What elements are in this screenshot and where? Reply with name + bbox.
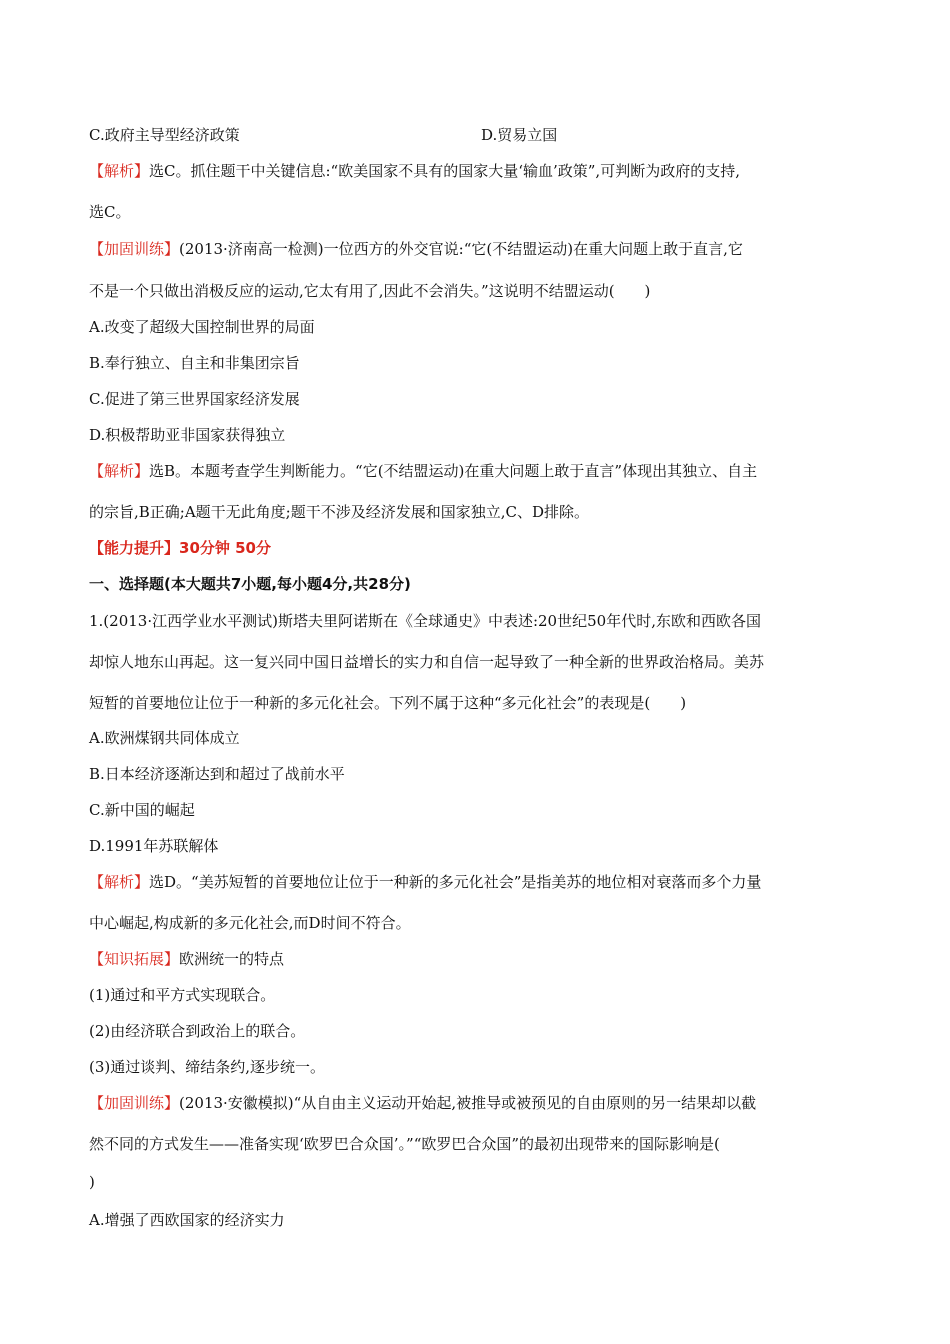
option-c: C.新中国的崛起 [89, 801, 195, 819]
analysis-paragraph [89, 160, 870, 182]
option-b: B.奉行独立、自主和非集团宗旨 [89, 354, 300, 372]
knowledge-point: (2)由经济联合到政治上的联合。 [89, 1022, 306, 1040]
knowledge-point: (1)通过和平方式实现联合。 [89, 986, 276, 1004]
option-line [89, 124, 870, 146]
drill-stem-cont: 然不同的方式发生——准备实现‘欧罗巴合众国’。”“欧罗巴合众国”的最初出现带来的国际影响是( [89, 1135, 720, 1153]
drill-stem-text: (2013·安徽模拟)“从自由主义运动开始起,被推导或被预见的自由原则的另一结果却以截 [179, 1094, 757, 1112]
drill-stem-cont: 不是一个只做出消极反应的运动,它太有用了,因此不会消失。”这说明不结盟运动( ) [89, 282, 651, 300]
analysis-text: 选D。“美苏短暂的首要地位让位于一种新的多元化社会”是指美苏的地位相对衰落而多个力量 [149, 873, 762, 891]
knowledge-point: (3)通过谈判、缔结条约,逐步统一。 [89, 1058, 326, 1076]
knowledge-tag: 【知识拓展】 [89, 950, 180, 968]
analysis-paragraph [89, 460, 870, 482]
question-stem-cont: 却惊人地东山再起。这一复兴同中国日益增长的实力和自信一起导致了一种全新的世界政治格局。美苏 [89, 653, 765, 671]
analysis-tag: 【解析】 [89, 873, 150, 891]
analysis-text: 选B。本题考查学生判断能力。“它(不结盟运动)在重大问题上敢于直言”体现出其独立、自主 [149, 462, 758, 480]
option-d: D.1991年苏联解体 [89, 837, 219, 855]
drill-stem-text: (2013·济南高一检测)一位西方的外交官说:“它(不结盟运动)在重大问题上敢于直言,它 [179, 240, 743, 258]
analysis-paragraph [89, 871, 870, 893]
knowledge-title: 欧洲统一的特点 [179, 950, 285, 968]
question-stem: 1.(2013·江西学业水平测试)斯塔夫里阿诺斯在《全球通史》中表述:20世纪50年代时,东欧和西欧各国 [89, 612, 761, 630]
analysis-text-cont: 的宗旨,B正确;A题干无此角度;题干不涉及经济发展和国家独立,C、D排除。 [89, 503, 590, 521]
drill-stem [89, 1092, 870, 1114]
drill-stem [89, 238, 870, 260]
analysis-text: 选C。抓住题干中关键信息:“欧美国家不具有的国家大量‘输血’政策”,可判断为政府的支持, [149, 162, 740, 180]
knowledge-heading [89, 948, 870, 970]
option-d: D.积极帮助亚非国家获得独立 [89, 426, 286, 444]
analysis-text-cont: 选C。 [89, 203, 131, 221]
option-a: A.欧洲煤钢共同体成立 [89, 729, 240, 747]
analysis-text-cont: 中心崛起,构成新的多元化社会,而D时间不符合。 [89, 914, 411, 932]
drill-tag: 【加固训练】 [89, 1094, 180, 1112]
section-heading: 【能力提升】30分钟 50分 [89, 539, 271, 557]
option-c: C.政府主导型经济政策 [89, 126, 240, 144]
option-c: C.促进了第三世界国家经济发展 [89, 390, 300, 408]
analysis-tag: 【解析】 [89, 462, 150, 480]
analysis-tag: 【解析】 [89, 162, 150, 180]
drill-stem-cont: ) [89, 1173, 95, 1191]
section-subheading: 一、选择题(本大题共7小题,每小题4分,共28分) [89, 575, 411, 593]
drill-tag: 【加固训练】 [89, 240, 180, 258]
question-stem-cont: 短暂的首要地位让位于一种新的多元化社会。下列不属于这种“多元化社会”的表现是( ) [89, 694, 687, 712]
option-a: A.增强了西欧国家的经济实力 [89, 1211, 285, 1229]
option-d: D.贸易立国 [481, 126, 558, 144]
option-a: A.改变了超级大国控制世界的局面 [89, 318, 315, 336]
option-b: B.日本经济逐渐达到和超过了战前水平 [89, 765, 345, 783]
